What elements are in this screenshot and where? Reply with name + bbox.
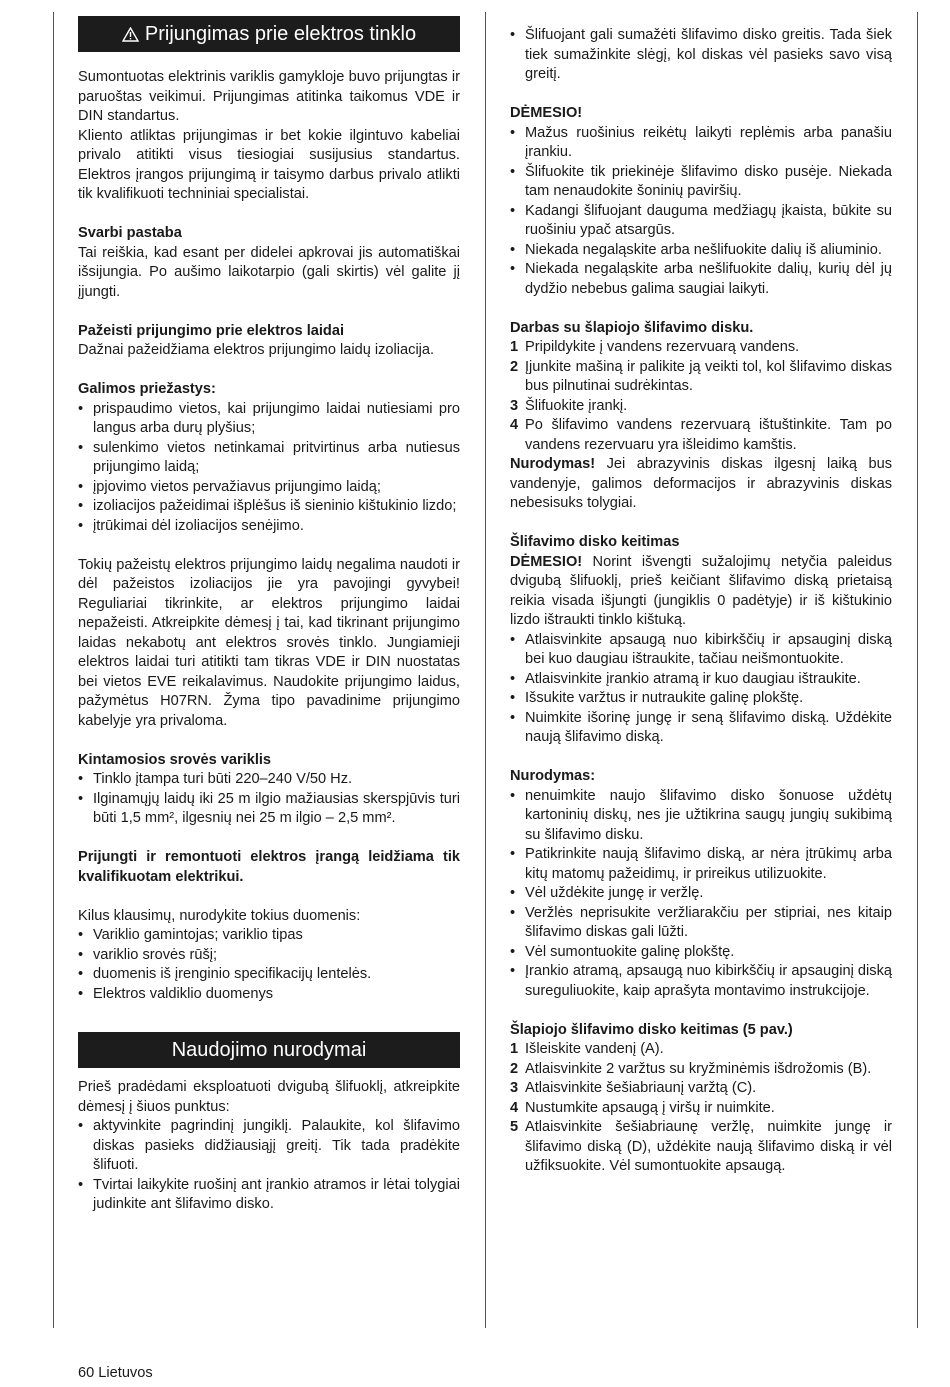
list-item: • Atlaisvinkite įrankio atramą ir kuo daugiau ištraukite. [510, 670, 892, 690]
ac-motor-heading: Kintamosios srovės variklis [78, 751, 272, 768]
wet-disc-note [510, 455, 892, 514]
step-text: Atlaisvinkite 2 varžtus su kryžminėmis išdrožomis (B). [525, 1060, 872, 1077]
list-item: • Vėl uždėkite jungę ir veržlę. [510, 884, 892, 904]
banner-title: Prijungimas prie elektros tinklo [144, 23, 417, 45]
important-note-text: Tai reiškia, kad esant per didelei apkrovai jis automatiškai išsijungia. Po aušimo laikotarpio (gali skirtis) vėl galite jį įjungti. [78, 244, 460, 300]
disc-replacement-heading: Šlifavimo disko keitimas [510, 534, 680, 550]
questions-intro: Kilus klausimų, nurodykite tokius duomenis: [78, 907, 361, 924]
step-number: 5 [510, 1119, 519, 1135]
attention-heading: DĖMESIO! [510, 105, 583, 121]
step-item [510, 358, 892, 397]
list-item: • duomenis iš įrenginio specifikacijų lentelės. [78, 965, 460, 985]
list-item: • Niekada negaląskite arba nešlifuokite dalių, kurių dėl jų dydžio nebebus galima saugiai laikyti. [510, 260, 892, 299]
list-item: • Ilginamųjų laidų iki 25 m ilgio mažiausias skerspjūvis turi būti 1,5 mm², ilgesnių nei 25 m ilgio – 2,5 mm². [78, 790, 460, 829]
left-margin-rule [53, 12, 54, 1328]
list-item: • aktyvinkite pagrindinį jungiklį. Palaukite, kol šlifavimo diskas pasieks didžiausiąjį greitį. Tik tada pradėkite šlifuoti. [78, 1117, 460, 1176]
step-item [510, 416, 892, 455]
step-text: Po šlifavimo vandens rezervuarą ištuštinkite. Tam po vandens rezervuaru yra išleidimo kamštis. [525, 417, 892, 453]
step-text: Šlifuokite įrankį. [525, 397, 628, 414]
step-number: 1 [510, 1041, 519, 1057]
attention-label: DĖMESIO! [510, 553, 583, 570]
damaged-cables-text: Dažnai pažeidžiama elektros prijungimo laidų izoliacija. [78, 342, 435, 358]
list-item: • Niekada negaląskite arba nešlifuokite dalių iš aliuminio. [510, 241, 892, 261]
step-item [510, 1118, 892, 1177]
damaged-cables-heading: Pažeisti prijungimo prie elektros laidai [78, 322, 345, 339]
step-text: Atlaisvinkite šešiabriaunę veržlę, nuimkite jungę ir šlifavimo diską (D), uždėkite naują šlifavimo diską ir vėl užfiksuokite. Vėl sumontuokite apsaugą. [525, 1119, 892, 1174]
note-list [510, 787, 892, 1002]
possible-causes-heading: Galimos priežastys: [78, 381, 216, 397]
note-text: Jei abrazyvinis diskas ilgesnį laiką bus vandenyje, galimos deformacijos ir abrazyvinis diskas nebesisuks tolygiai. [510, 456, 892, 511]
list-item: • izoliacijos pažeidimai išplėšus iš sieninio kištukinio lizdo; [78, 497, 460, 517]
list-item: • nenuimkite naujo šlifavimo disko šonuose uždėtų kartoninių diskų, nes jie užtikrina saugų jungių sukibimą su šlifavimo disku. [510, 787, 892, 846]
damaged-cables-paragraph: Tokių pažeistų elektros prijungimo laidų negalima naudoti ir dėl pažeistos izoliacijos jie yra pavojingi gyvybei! Reguliariai tikrinkite, ar elektros prijungimo laidai nepažeisti. Atkreipkite dėmesį į tai, kad tikrinant prijungimo laidas nekabotų ant elektros srovės tinklo. Jungiamieji elektros laidai turi atitikti tam tikras VDE ir DIN nuostatas bei vietos EVE reikalavimus. Naudokite prijungimo laidus, pažymėtus H07RN. Žyma tipo pavadinime prijungimo kabelyje yra privaloma. [78, 556, 460, 729]
attention-text: Norint išvengti sužalojimų netyčia paleidus dvigubą šlifuoklį, prieš keičiant šlifavimo diską prietaisą reikia visada išjungti (jungiklis 0 padėtyje) ir iš kištukinio lizdo ištraukti tinklo kištuką. [510, 553, 892, 628]
list-item: • Tvirtai laikykite ruošinį ant įrankio atramos ir lėtai tolygiai judinkite ant šlifavimo disko. [78, 1176, 460, 1215]
step-item [510, 1040, 892, 1060]
list-item: • Kadangi šlifuojant dauguma medžiagų įkaista, būkite su ruošiniu ypač atsargūs. [510, 202, 892, 241]
step-text: Įjunkite mašiną ir palikite ją veikti tol, kol šlifavimo diskas bus pilnutinai sudrėkintas. [525, 358, 892, 394]
page-footer: 60 Lietuvos [78, 1365, 153, 1381]
questions-list [78, 926, 460, 1004]
list-item: • Veržlės neprisukite veržliarakčiu per stipriai, nes kitaip šlifavimo diskas gali lūžti. [510, 904, 892, 943]
list-item: • įtrūkimai dėl izoliacijos senėjimo. [78, 517, 460, 537]
step-number: 4 [510, 1099, 519, 1116]
disc-replacement-list [510, 631, 892, 748]
step-number: 2 [510, 1060, 519, 1077]
wet-disc-heading: Darbas su šlapiojo šlifavimo disku. [510, 319, 754, 336]
list-item: • prispaudimo vietos, kai prijungimo laidai nutiesiami pro langus arba durų plyšius; [78, 400, 460, 439]
list-item: • Įrankio atramą, apsaugą nuo kibirkščių ir apsauginį diską sureguliuokite, kaip aprašyta montavimo instrukcijoje. [510, 962, 892, 1001]
list-item: • Tinklo įtampa turi būti 220–240 V/50 Hz. [78, 770, 460, 790]
step-number: 3 [510, 1080, 519, 1096]
right-column [510, 26, 892, 1177]
possible-causes-list [78, 400, 460, 537]
wet-disc-replacement-steps [510, 1040, 892, 1177]
center-column-rule [485, 12, 486, 1328]
step-item [510, 1079, 892, 1099]
list-item: • Variklio gamintojas; variklio tipas [78, 926, 460, 946]
step-text: Atlaisvinkite šešiabriaunį varžtą (C). [525, 1080, 757, 1096]
electrician-warning: Prijungti ir remontuoti elektros įrangą leidžiama tik kvalifikuotam elektrikui. [78, 849, 460, 885]
list-item: • Atlaisvinkite apsaugą nuo kibirkščių ir apsauginį diską bei kuo daugiau ištraukite, tačiau neišmontuokite. [510, 631, 892, 670]
list-item: • Elektros valdiklio duomenys [78, 985, 460, 1005]
step-text: Nustumkite apsaugą į viršų ir nuimkite. [525, 1099, 775, 1116]
left-column [78, 16, 460, 1215]
intro-paragraph-2: Kliento atliktas prijungimas ir bet kokie ilgintuvo kabeliai privalo atitikti visus tiesiogiai susijusius standartus. Elektros įrangos prijungimą ir taisymo darbus privalo atlikti tik kvalifikuoti techniniai specialistai. [78, 127, 460, 202]
important-note-heading: Svarbi pastaba [78, 225, 182, 241]
disc-replacement-warning [510, 553, 892, 631]
ac-motor-list [78, 770, 460, 829]
step-text: Pripildykite į vandens rezervuarą vandens. [525, 339, 800, 355]
intro-paragraph: Sumontuotas elektrinis variklis gamykloje buvo prijungtas ir paruoštas veikimui. Prijungimas atitinka taikomus VDE ir DIN standartus. [78, 69, 460, 124]
right-margin-rule [917, 12, 918, 1328]
list-item: • Šlifuokite tik priekinėje šlifavimo disko pusėje. Niekada tam nenaudokite šoninių paviršių. [510, 163, 892, 202]
step-item [510, 397, 892, 417]
step-number: 2 [510, 358, 519, 375]
section-banner-usage-instructions [78, 1032, 460, 1068]
step-item [510, 338, 892, 358]
list-item: • sulenkimo vietos netinkamai pritvirtinus arba nutiesus prijungimo laidą; [78, 439, 460, 478]
wet-disc-steps [510, 338, 892, 455]
list-item: • Nuimkite išorinę jungę ir seną šlifavimo diską. Uždėkite naują šlifavimo diską. [510, 709, 892, 748]
list-item: • įpjovimo vietos pervažiavus prijungimo laidą; [78, 478, 460, 498]
note-heading: Nurodymas: [510, 768, 596, 784]
attention-list [510, 124, 892, 300]
usage-intro: Prieš pradėdami eksploatuoti dvigubą šlifuoklį, atkreipkite dėmesį į šiuos punktus: [78, 1079, 460, 1115]
step-number: 1 [510, 339, 519, 355]
step-number: 4 [510, 417, 519, 433]
list-item: • Išsukite varžtus ir nutraukite galinę plokštę. [510, 689, 892, 709]
list-item: • Patikrinkite naują šlifavimo diską, ar nėra įtrūkimų arba kitų matomų pažeidimų, ir prireikus utilizuokite. [510, 845, 892, 884]
note-label: Nurodymas! [510, 456, 596, 472]
step-text: Išleiskite vandenį (A). [525, 1041, 664, 1057]
list-item: • Vėl sumontuokite galinę plokštę. [510, 943, 892, 963]
list-item: • Mažus ruošinius reikėtų laikyti replėmis arba panašiu įrankiu. [510, 124, 892, 163]
usage-list [78, 1117, 460, 1215]
step-item [510, 1060, 892, 1080]
wet-disc-replacement-heading: Šlapiojo šlifavimo disko keitimas (5 pav.) [510, 1021, 793, 1038]
grinding-speed-list [510, 26, 892, 85]
step-number: 3 [510, 397, 519, 414]
banner-title: Naudojimo nurodymai [171, 1039, 367, 1061]
list-item: • variklio srovės rūšį; [78, 946, 460, 966]
list-item: • Šlifuojant gali sumažėti šlifavimo disko greitis. Tada šiek tiek sumažinkite slėgį, kol diskas vėl pasieks savo visą greitį. [510, 26, 892, 85]
warning-triangle-icon [122, 27, 139, 42]
step-item [510, 1099, 892, 1119]
section-banner-electrical-connection [78, 16, 460, 52]
